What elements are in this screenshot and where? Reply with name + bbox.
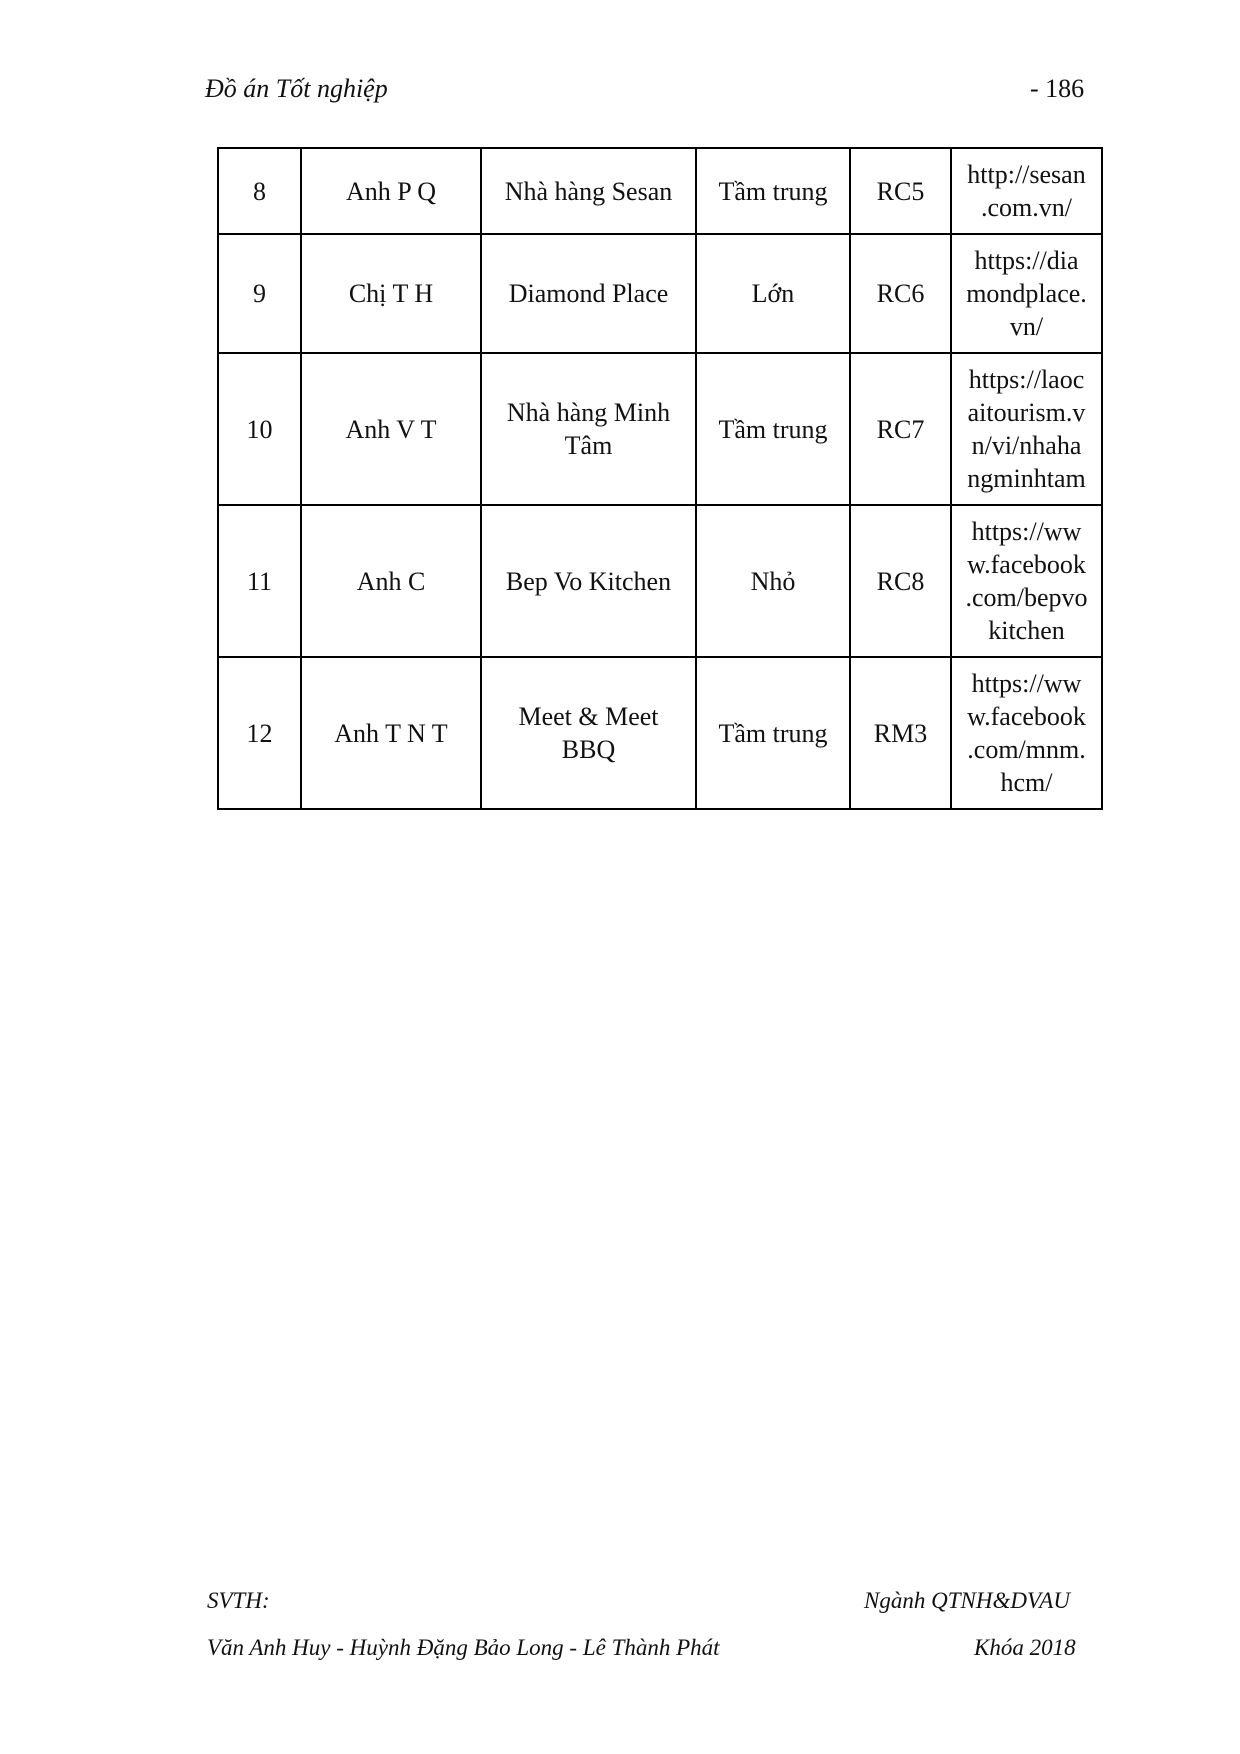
student-names: Văn Anh Huy - Huỳnh Đặng Bảo Long - Lê Thành Phát <box>207 1635 720 1660</box>
contact-name: Anh C <box>301 505 481 657</box>
restaurant-name: Diamond Place <box>481 234 696 353</box>
website-url <box>951 353 1102 505</box>
url-line: kitchen <box>988 616 1065 645</box>
url-line: mondplace. <box>966 279 1087 308</box>
url-line: aitourism.v <box>967 398 1086 427</box>
url-line: http://sesan <box>967 160 1086 189</box>
document-title: Đồ án Tốt nghiệp <box>205 74 388 103</box>
row-number: 8 <box>218 148 301 234</box>
page-number: - 186 <box>1030 74 1085 103</box>
url-line: w.facebook <box>967 702 1086 731</box>
url-line: https://laoc <box>968 365 1085 394</box>
table-row <box>218 234 1102 353</box>
restaurant-size: Tầm trung <box>696 148 850 234</box>
row-number: 9 <box>218 234 301 353</box>
url-line: https://dia <box>974 246 1079 275</box>
url-line: n/vi/nhaha <box>971 431 1082 460</box>
website-url <box>951 148 1102 234</box>
restaurant-name: Nhà hàng Sesan <box>481 148 696 234</box>
url-line: https://ww <box>971 517 1082 546</box>
url-line: .com/mnm. <box>967 735 1086 764</box>
table-row <box>218 353 1102 505</box>
restaurant-code: RC5 <box>850 148 951 234</box>
website-url <box>951 234 1102 353</box>
url-line: vn/ <box>1009 312 1044 341</box>
table-row <box>218 505 1102 657</box>
cohort-year: Khóa 2018 <box>974 1635 1076 1660</box>
restaurant-name: Nhà hàng Minh Tâm <box>481 353 696 505</box>
website-url <box>951 505 1102 657</box>
url-line: https://ww <box>971 669 1082 698</box>
contact-name: Anh P Q <box>301 148 481 234</box>
restaurant-code: RM3 <box>850 657 951 809</box>
website-url <box>951 657 1102 809</box>
url-line: hcm/ <box>1000 768 1053 797</box>
url-line: .com/bepvo <box>965 583 1088 612</box>
restaurant-code: RC7 <box>850 353 951 505</box>
contact-name: Anh V T <box>301 353 481 505</box>
url-line: ngminhtam <box>967 464 1086 493</box>
restaurant-size: Nhỏ <box>696 505 850 657</box>
table-body <box>218 148 1102 809</box>
restaurant-name: Meet & Meet BBQ <box>481 657 696 809</box>
restaurant-code: RC6 <box>850 234 951 353</box>
table-row <box>218 148 1102 234</box>
row-number: 11 <box>218 505 301 657</box>
url-line: w.facebook <box>967 550 1086 579</box>
restaurant-code: RC8 <box>850 505 951 657</box>
contact-name: Anh T N T <box>301 657 481 809</box>
restaurant-size: Tầm trung <box>696 657 850 809</box>
table-row <box>218 657 1102 809</box>
contact-name: Chị T H <box>301 234 481 353</box>
row-number: 10 <box>218 353 301 505</box>
restaurant-size: Tầm trung <box>696 353 850 505</box>
restaurant-table <box>217 147 1103 810</box>
restaurant-size: Lớn <box>696 234 850 353</box>
url-line: .com.vn/ <box>981 193 1072 222</box>
major-name: Ngành QTNH&DVAU <box>864 1588 1070 1613</box>
row-number: 12 <box>218 657 301 809</box>
svth-label: SVTH: <box>207 1588 270 1613</box>
restaurant-name: Bep Vo Kitchen <box>481 505 696 657</box>
